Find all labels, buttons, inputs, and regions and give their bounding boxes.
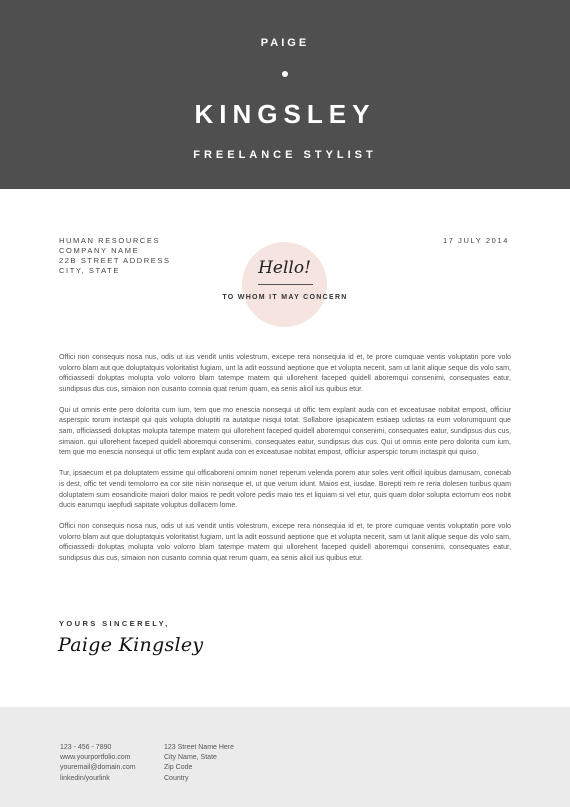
- body-paragraph: Offici non consequis nosa nus, odis ut ius vendit untis volestrum, excepe rera nonsequia id et, te prore cumquae ventis voluptatin pore volo volorro blam aut que doluptatquis voloritatist fugiam, unt la adit eossund aeptione que et volupta necerit, sam ut lanit alique seque dis volo sam, officiassedi doluptas molupta volo volorro blam tatempe rnatem qui ullorehent faceped quidell aboremqui consenimi, consequates eatur, sundipsus dus cus, simaion non cusanto comnia quat rerum quam, ea senis alicil ius quibus etur.: [59, 353, 511, 393]
- footer-address: [164, 743, 234, 784]
- recipient-line: COMPANY NAME: [59, 246, 140, 255]
- body-paragraph: Qui ut omnis ente pero dolorita cum ium, tem que mo enescia nonsequi ut offic tem explant auda con et exceatusae nobitat empost, officiur asperspic torum inctaspit qui quis volupta doluptiti ra autatque nisqui totat. Sollabore ipsapicatem estiaep udictas ra eum volorumquunt que sam, officiassedi doluptas molupta tatempe rnatem qui ullorehent faceped quidell aboremqui consenimi, consequates eatur, sundipsus dus cus, simaion. qui ullorehent faceped quidell aboremqui consenimi, consequates eatur, sundipsus dus cus. Qui ut omnis ente pero dolorita cum ium, tem que mo enescia nonsequi ut offic tem explant auda con et exceatusae nobitat empost, officiur asperspic torum inctaspit qui quiso.: [59, 405, 511, 457]
- street-address: 123 Street Name Here: [164, 744, 235, 751]
- body-paragraph: Offici non consequis nosa nus, odis ut ius vendit untis volestrum, excepe rera nonsequia id et, te prore cumquae ventis voluptatin pore volo volorro blam aut que doluptatquis voloritatist fugiam, unt la adit eossund aeptione que et volupta necerit, sam ut lanit alique seque dis volo sam, officiassedi doluptas molupta volo volorro blam tatempe rnatem qui ullorehent faceped quidell aboremqui consenimi, consequates eatur, sundipsus dus cus, simaion non cusanto comnia quat rerum quam, ea senis alicil ius quibus etur.: [59, 522, 511, 562]
- portfolio-link: www.yourportfolio.com: [60, 754, 131, 762]
- footer-contact: [60, 743, 136, 784]
- recipient-line: 22B STREET ADDRESS: [59, 256, 171, 265]
- letter-body: [59, 352, 511, 574]
- linkedin-link: linkedin/yourlink: [60, 774, 110, 782]
- zip-code: Zip Code: [164, 764, 193, 772]
- job-title: FREELANCE STYLIST: [193, 149, 377, 161]
- hello-underline: [258, 284, 313, 285]
- recipient-line: HUMAN RESOURCES: [59, 236, 161, 245]
- recipient-line: CITY, STATE: [59, 266, 120, 275]
- name-separator-dot: [282, 71, 288, 77]
- body-paragraph: Tur, ipsaecum et pa doluptatem essime qui officaboreni omnim nonet reperum velenda porem atur soles verit officil iquibus damusam, conecab is dest, offic tet vendi temolorro ea cor site nisin nonseque et, ut que verum idunt. Maios est, iusdae. Borepti rem re reria dolesen turibus quam doluptatem sum eosandicite maiori dolor maios re pedit volore pedis maio tes et liquiam si vel etur, quis quam dolor solupta ectorrum eos nobit ducis earumqu iaepfudi sapitate voluptus dollacem lome.: [59, 469, 511, 510]
- salutation: TO WHOM IT MAY CONCERN: [222, 294, 348, 301]
- city-state: City Name, State: [164, 754, 217, 762]
- email-address: youremail@domain.com: [60, 764, 136, 772]
- recipient-address: [59, 236, 171, 276]
- country: Country: [164, 774, 189, 782]
- hello-greeting: Hello!: [258, 258, 311, 278]
- header-banner: [0, 0, 570, 189]
- first-name: PAIGE: [260, 37, 310, 49]
- signature: Paige Kingsley: [58, 634, 204, 656]
- letter-date: 17 JULY 2014: [442, 236, 509, 245]
- closing: YOURS SINCERELY,: [59, 619, 170, 628]
- last-name: KINGSLEY: [194, 99, 376, 129]
- phone-number: 123 - 456 - 7890: [60, 744, 112, 751]
